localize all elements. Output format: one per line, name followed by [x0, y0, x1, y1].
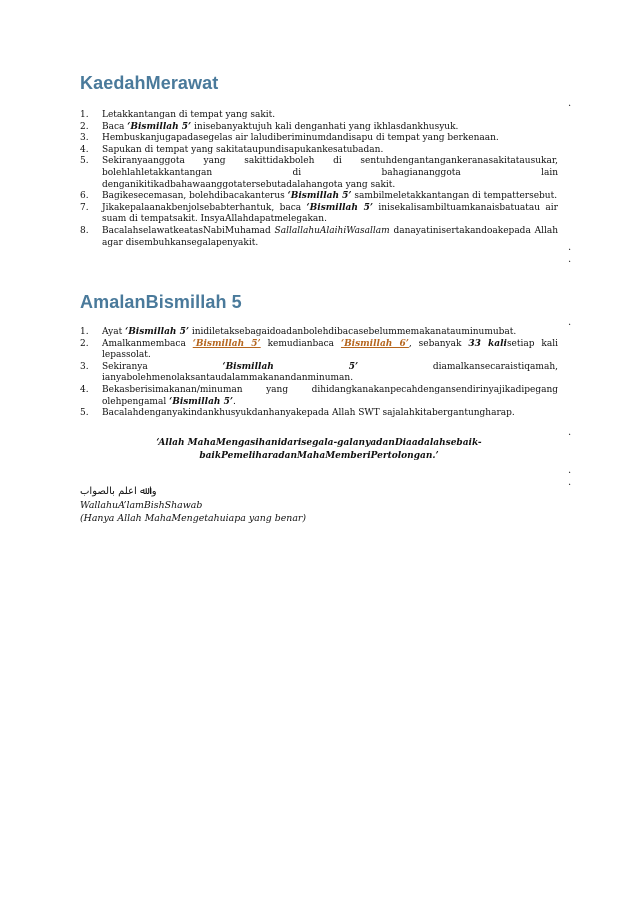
list-item: [80, 133, 558, 145]
list-item-number: 1.: [80, 110, 89, 120]
list-item-number: 3.: [80, 361, 89, 372]
bismillah-link[interactable]: ‘Bismillah 6’: [340, 338, 409, 349]
dot-marker: .: [568, 427, 572, 438]
list-item-number: 2.: [80, 121, 89, 132]
quote-line-2: baikPemeliharadanMahaMemberiPertolongan.’: [199, 451, 439, 461]
list-item-text: inisebanyaktujuh kali denganhati yang ikhlasdankhusyuk.: [191, 121, 459, 132]
list-item-text: ‘Bismillah 5’: [127, 121, 192, 132]
treatment-steps-list: [80, 110, 558, 249]
list-item-text: Jikakepalaanakbenjolsebabterhantuk, baca: [102, 202, 307, 213]
section-title-kaedah-merawat: KaedahMerawat: [80, 73, 219, 93]
list-item: [80, 408, 558, 420]
list-item-text: Sekiranya: [102, 361, 223, 372]
quote-line-1: ‘Allah MahaMengasihanidarisegala-galanyadanDiaadalahsebaik-: [156, 438, 482, 448]
list-item-number: 3.: [80, 133, 89, 144]
list-item: [80, 226, 558, 249]
dot-marker: .: [568, 317, 572, 328]
list-item-text: 33 kali: [468, 338, 507, 349]
list-item-number: 5.: [80, 408, 89, 419]
list-item-number: 2.: [80, 338, 89, 349]
list-item-text: setiap kali lepassolat.: [102, 338, 558, 361]
list-item-text: BacalahselawatkeatasNabiMuhamad: [102, 225, 275, 236]
list-item-text: SallallahuAlaihiWasallam: [274, 225, 390, 236]
list-item-number: 1.: [80, 327, 89, 337]
dot-marker: .: [568, 254, 572, 265]
list-item-text: inidiletaksebagaidoadanbolehdibacasebelummemakanatauminumubat.: [188, 327, 517, 337]
list-item-text: ‘Bismillah 5’: [125, 327, 189, 337]
list-item: [80, 191, 558, 203]
list-item-text: Bagikesecemasan, bolehdibacakanterus: [102, 191, 288, 202]
list-item: [80, 339, 558, 362]
list-item-text: diamalkansecaraistiqamah, ianyabolehmenolaksantaudalammakanandanminuman.: [102, 361, 558, 384]
list-item-text: Bacalahdenganyakindankhusyukdanhanyakepada Allah SWT sajalahkitabergantungharap.: [102, 408, 515, 419]
list-item-text: ‘Bismillah 5’: [169, 396, 233, 407]
list-item-text: sambilmeletakkantangan di tempattersebut.: [351, 191, 558, 202]
closing-quote: [100, 437, 538, 463]
list-item-text: Letakkantangan di tempat yang sakit.: [102, 110, 276, 120]
list-item-text: Sekiranyaanggota yang sakittidakboleh di sentuhdengantangankeranasakitatausukar, bolehlahletakkantangan di bahagiananggota lain denganikitikadbahawaanggotatersebutadalahangota yang sakit.: [102, 156, 558, 190]
dot-marker: .: [568, 465, 572, 476]
list-item-text: , sebanyak: [408, 338, 469, 349]
arabic-closing-phrase: وا ﷲ اعلم بالصواب: [80, 486, 157, 497]
list-item: [80, 145, 558, 157]
list-item-number: 4.: [80, 144, 89, 155]
section-title-amalan-bismillah: AmalanBismillah 5: [80, 292, 242, 312]
practice-list: [80, 327, 558, 420]
dot-marker: .: [568, 98, 572, 109]
list-item-text: danayatinisertakandoakepada Allah agar disembuhkansegalapenyakit.: [102, 225, 558, 248]
list-item-number: 4.: [80, 384, 89, 395]
list-item-text: kemudianbaca: [260, 338, 341, 349]
list-item-text: Bekasberisimakanan/minuman yang dihidangkanakanpecahdengansendirinyajikadipegang olehpengamal: [102, 384, 558, 407]
list-item-text: Sapukan di tempat yang sakitataupundisapukankesatubadan.: [102, 144, 384, 155]
closing-transliteration: WallahuA’lamBishShawab: [80, 500, 203, 511]
bismillah-link[interactable]: ‘Bismillah 5’: [192, 338, 261, 349]
list-item-text: Ayat: [102, 327, 126, 337]
list-item-number: 6.: [80, 191, 89, 202]
list-item: [80, 327, 558, 339]
closing-translation: (Hanya Allah MahaMengetahuiapa yang benar): [80, 513, 307, 524]
list-item-text: Hembuskanjugapadasegelas air laludiberiminumdandisapu di tempat yang berkenaan.: [102, 133, 499, 144]
list-item: [80, 385, 558, 408]
list-item-text: ‘Bismillah 5’: [287, 191, 352, 202]
list-item-text: ‘Bismillah 5’: [306, 202, 374, 213]
list-item-text: .: [233, 396, 236, 407]
list-item-text: ‘Bismillah 5’: [222, 361, 359, 372]
list-item: [80, 156, 558, 191]
list-item-number: 8.: [80, 225, 89, 236]
list-item: [80, 362, 558, 385]
list-item-text: inisekalisambiltuamkanaisbatuatau air suam di tempatsakit. InsyaAllahdapatmelegakan.: [102, 202, 558, 225]
dot-marker: .: [568, 477, 572, 488]
list-item-number: 5.: [80, 156, 89, 167]
list-item: [80, 110, 558, 122]
list-item-text: Amalkanmembaca: [102, 338, 193, 349]
dot-marker: .: [568, 242, 572, 253]
list-item-number: 7.: [80, 202, 89, 213]
list-item-text: Baca: [102, 121, 128, 132]
list-item: [80, 203, 558, 226]
list-item: [80, 122, 558, 134]
